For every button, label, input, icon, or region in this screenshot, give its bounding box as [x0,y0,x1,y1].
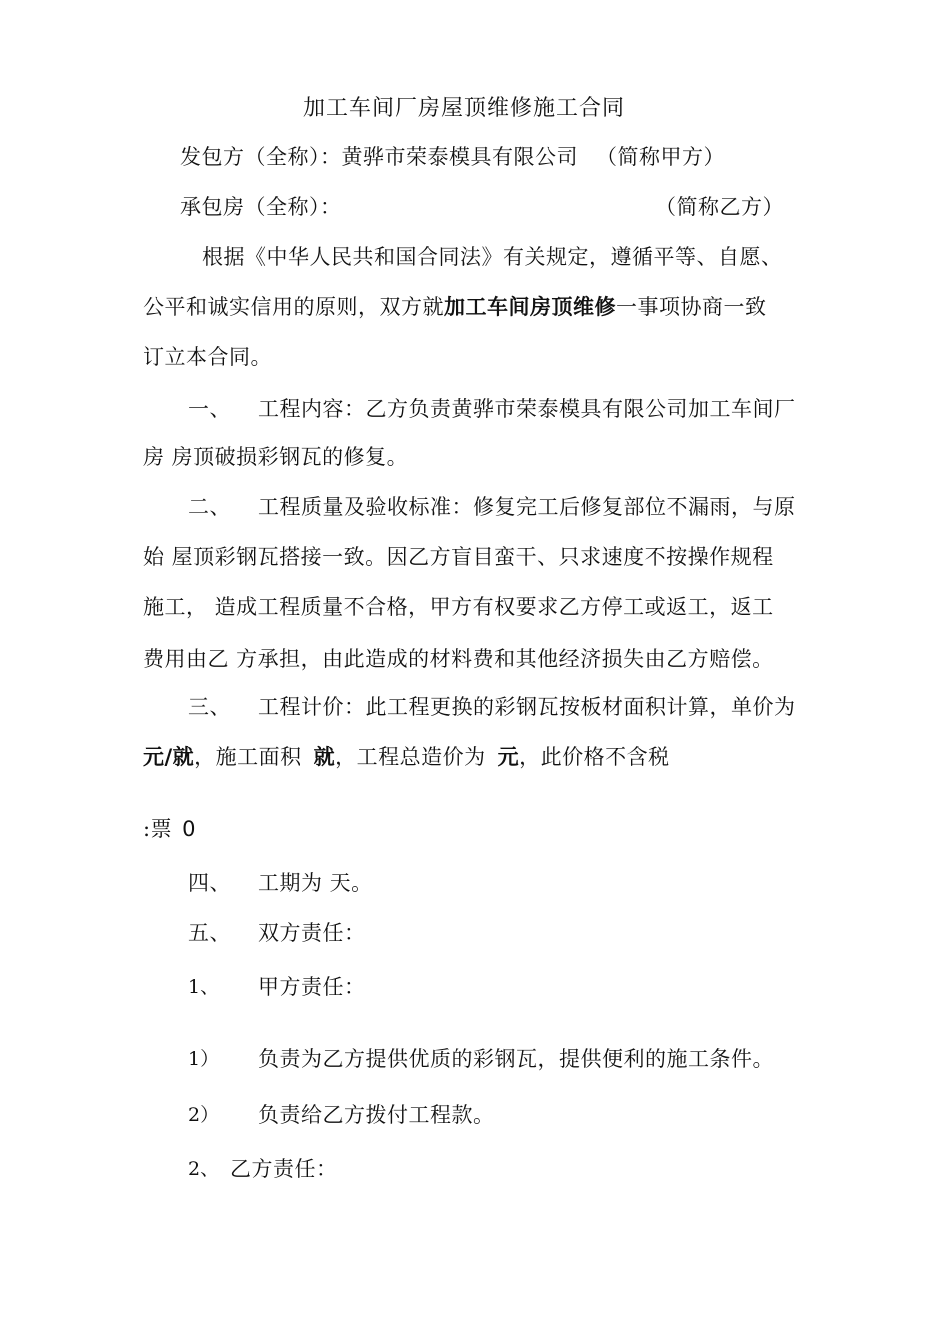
section-1-line-2: 房 房顶破损彩钢瓦的修复。 [143,445,409,469]
section-4-number: 四、 [188,871,231,895]
section-3-line-1: 工程计价：此工程更换的彩钢瓦按板材面积计算，单价为 [258,695,796,719]
party-b-alias: （简称乙方） [655,195,784,219]
tax-note: ，此价格不含税 [519,745,670,769]
sub-1-item-2-text: 负责给乙方拨付工程款。 [258,1103,495,1127]
sub-1-text: 甲方责任： [258,975,366,999]
preamble-subject: 加工车间房顶维修 [444,295,616,319]
section-4-text: 工期为 天。 [258,871,373,895]
sub-1-item-1-text: 负责为乙方提供优质的彩钢瓦，提供便利的施工条件。 [258,1047,774,1071]
party-b-label: 承包房（全称）： [180,195,342,219]
section-3-line-2 [143,744,670,770]
sub-1-item-1-number: 1） [188,1048,220,1070]
party-a-label: 发包方（全称）： [180,145,342,169]
section-2-line-4: 费用由乙 方承担，由此造成的材料费和其他经济损失由乙方赔偿。 [143,647,774,671]
section-2-number: 二、 [188,495,231,519]
preamble-line-2-pre: 公平和诚实信用的原则，双方就 [143,295,444,319]
unit-price-unit: 元/就 [143,745,195,769]
document-title: 加工车间厂房屋顶维修施工合同 [303,96,626,121]
area-label: ，施工面积 [194,745,302,769]
total-label: ，工程总造价为 [335,745,486,769]
preamble-line-2-post: 一事项协商一致 [616,295,767,319]
invoice-label: :票 [143,817,173,841]
section-2-line-3: 施工， 造成工程质量不合格，甲方有权要求乙方停工或返工，返工 [143,595,774,619]
party-b-line [180,194,342,220]
sub-1-number: 1、 [188,976,220,998]
area-unit: 就 [313,745,336,769]
section-1-number: 一、 [188,397,231,421]
section-5-number: 五、 [188,921,231,945]
section-1-line-1: 工程内容：乙方负责黄骅市荣泰模具有限公司加工车间厂 [258,397,796,421]
preamble-line-2 [143,294,767,320]
section-2-line-2: 始 屋顶彩钢瓦搭接一致。因乙方盲目蛮干、只求速度不按操作规程 [143,545,774,569]
section-3-line-3 [143,816,196,842]
section-3-number: 三、 [188,695,231,719]
sub-2-number: 2、 [188,1158,220,1180]
invoice-value: 0 [182,817,196,841]
section-5-text: 双方责任： [258,921,366,945]
preamble-line-3: 订立本合同。 [143,345,272,369]
party-a-alias: （简称甲方） [596,145,725,169]
preamble-line-1: 根据《中华人民共和国合同法》有关规定，遵循平等、自愿、 [202,245,783,269]
sub-2-text: 乙方责任： [230,1157,338,1181]
party-a-name: 黄骅市荣泰模具有限公司 [341,145,578,169]
sub-1-item-2-number: 2） [188,1104,220,1126]
party-a-line [180,144,725,170]
section-2-line-1: 工程质量及验收标准：修复完工后修复部位不漏雨，与原 [258,495,796,519]
total-unit: 元 [497,745,520,769]
